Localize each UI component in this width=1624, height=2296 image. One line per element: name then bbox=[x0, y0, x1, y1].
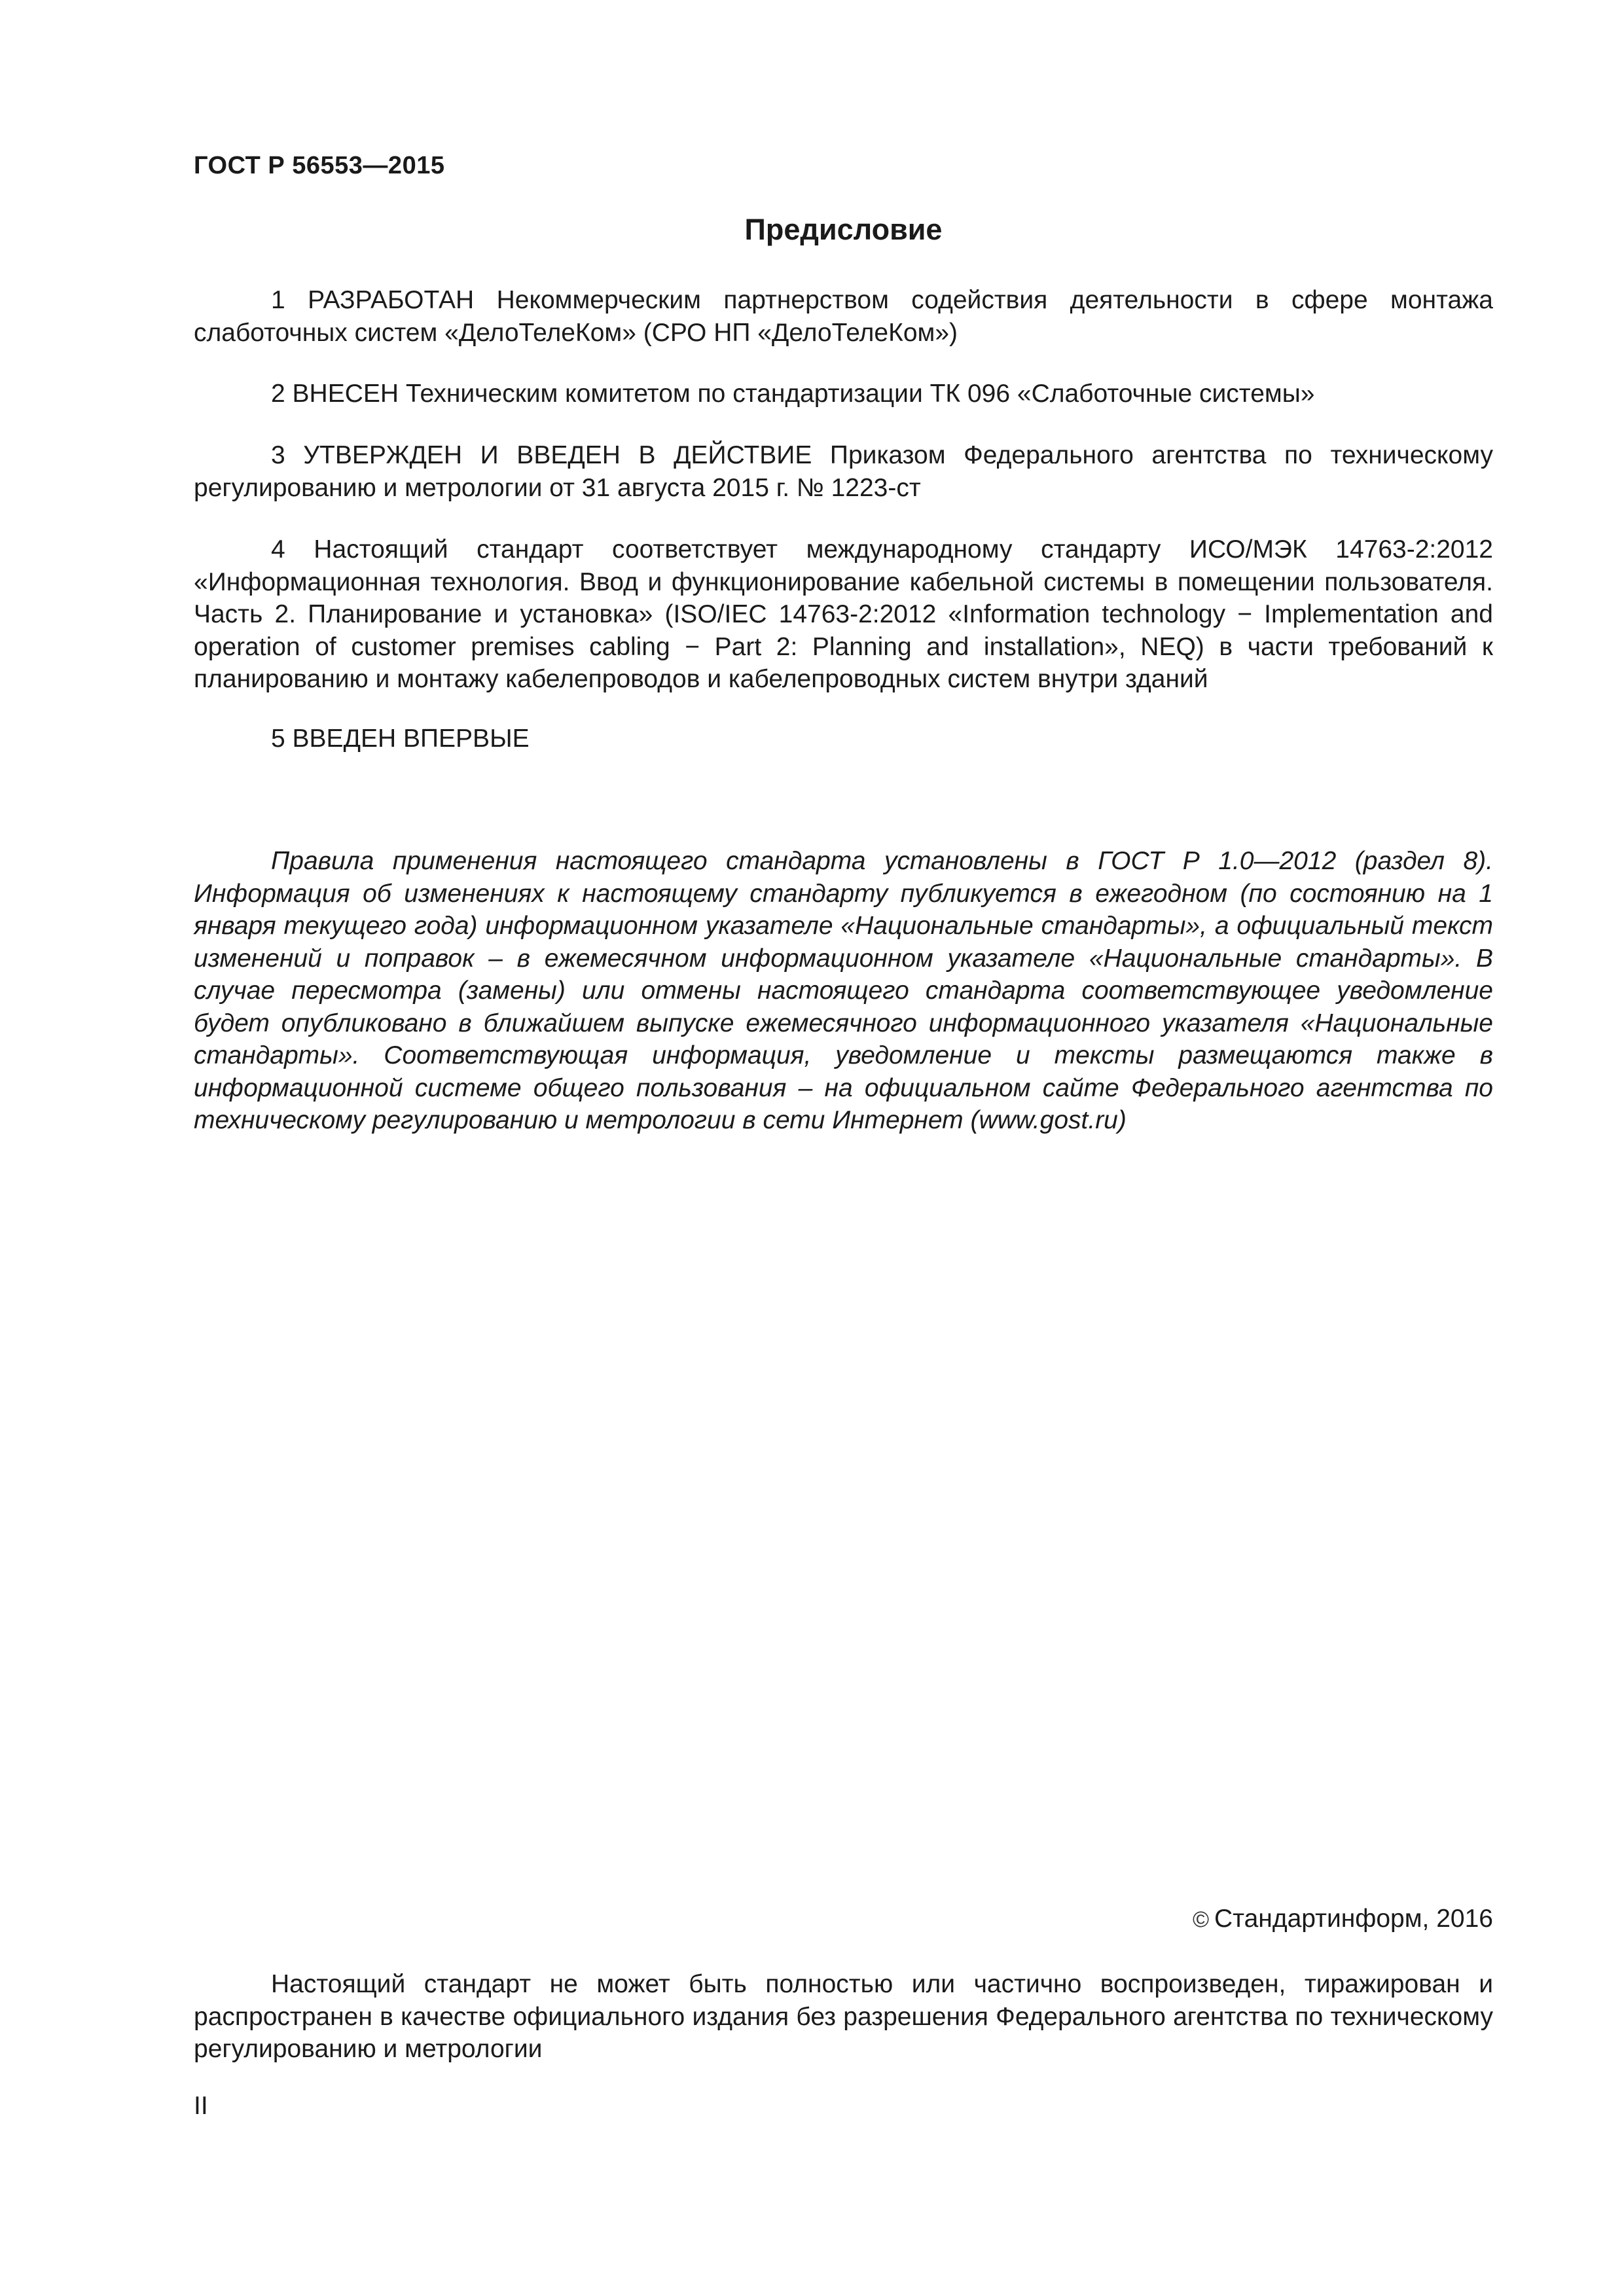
paragraph-introduced-by: 2 ВНЕСЕН Техническим комитетом по стандартизации ТК 096 «Слаботочные системы» bbox=[271, 380, 1315, 408]
copyright-text: Стандартинформ, 2016 bbox=[1214, 1905, 1493, 1933]
standard-code: ГОСТ Р 56553—2015 bbox=[194, 152, 445, 179]
copyright-line bbox=[194, 1903, 1493, 1937]
copyright-icon: © bbox=[1192, 1907, 1209, 1932]
paragraph-developed-by: 1 РАЗРАБОТАН Некоммерческим партнерством содействия деятельности в сфере монтажа слаботочных систем «ДелоТелеКом» (СРО НП «ДелоТелеКом») bbox=[194, 286, 1493, 347]
rules-of-application-notice: Правила применения настоящего стандарта установлены в ГОСТ Р 1.0—2012 (раздел 8). Информация об изменениях к настоящему стандарту публикуется в ежегодном (по состоянию на 1 января текущего года) информационном указателе «Национальные стандарты», а официальный текст изменений и поправок – в ежемесячном информационном указателе «Национальные стандарты». В случае пересмотра (замены) или отмены настоящего стандарта соответствующее уведомление будет опубликовано в ближайшем выпуске ежемесячного информационного указателя «Национальные стандарты». Соответствующая информация, уведомление и тексты размещаются также в информационной системе общего пользования – на официальном сайте Федерального агентства по техническому регулированию и метрологии в сети Интернет (www.gost.ru) bbox=[194, 847, 1493, 1134]
page-title: Предисловие bbox=[744, 213, 943, 246]
paragraph-approved: 3 УТВЕРЖДЕН И ВВЕДЕН В ДЕЙСТВИЕ Приказом Федерального агентства по техническому регулированию и метрологии от 31 августа 2015 г. № 1223-ст bbox=[194, 441, 1493, 502]
reproduction-notice: Настоящий стандарт не может быть полностью или частично воспроизведен, тиражирован и распространен в качестве официального издания без разрешения Федерального агентства по техническому регулированию и метрологии bbox=[194, 1970, 1493, 2063]
paragraph-first-introduced: 5 ВВЕДЕН ВПЕРВЫЕ bbox=[271, 725, 530, 753]
paragraph-conformity: 4 Настоящий стандарт соответствует международному стандарту ИСО/МЭК 14763-2:2012 «Информационная технология. Ввод и функционирование кабельной системы в помещении пользователя. Часть 2. Планирование и установка» (ISO/IEC 14763-2:2012 «Information technology − Implementation and operation of customer premises cabling − Part 2: Planning and installation», NEQ) в части требований к планированию и монтажу кабелепроводов и кабелепроводных систем внутри зданий bbox=[194, 535, 1493, 693]
page-number: II bbox=[194, 2092, 208, 2120]
